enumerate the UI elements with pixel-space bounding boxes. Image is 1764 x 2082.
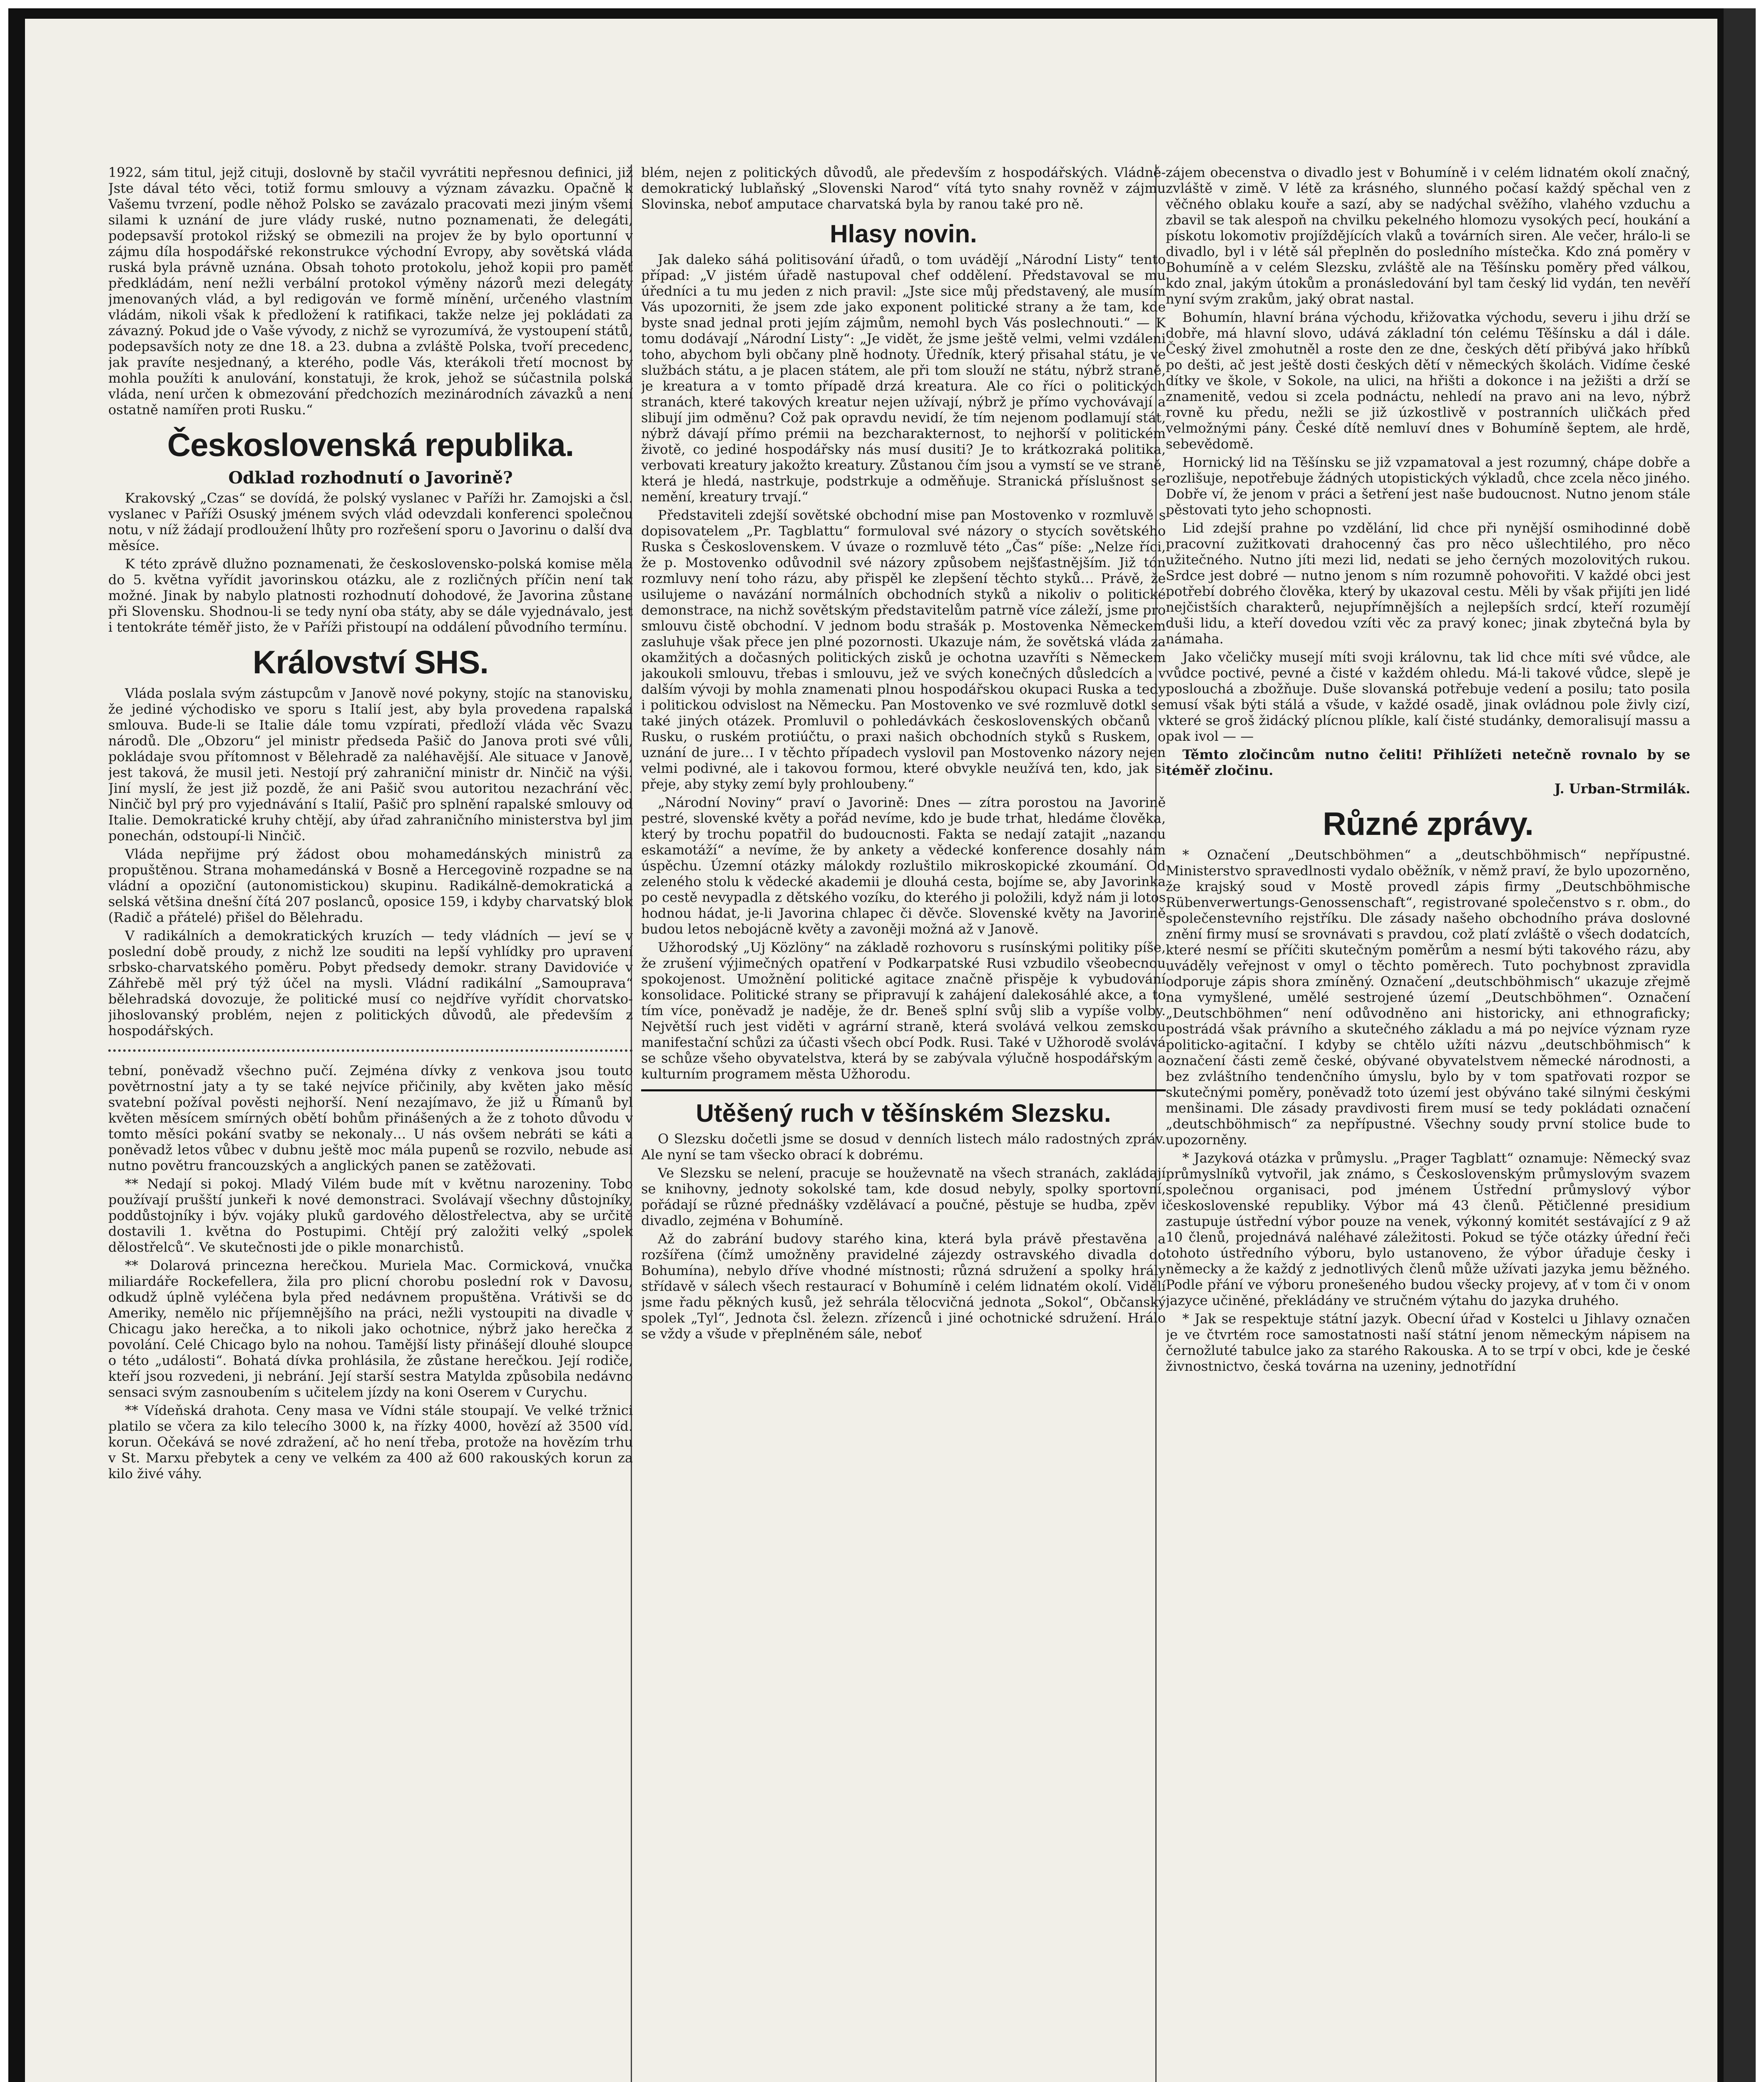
article-text: Vláda nepřijme prý žádost obou mohamedánských ministrů za propuštěnou. Strana mohamedánská v Bosně a Hercegovině rozpadne se na vládní a opoziční (autonomistickou) skupinu. Radikálně-demokratická a selská většina dnešní čítá 207 poslanců, oposice 159, i kdyby charvatský blok (Radič a přátelé) přišel do Bělehradu.	[108, 846, 633, 925]
article-text: O Slezsku dočetli jsme se dosud v denních listech málo radostných zpráv. Ale nyní se tam všecko obrací k dobrému.	[641, 1131, 1166, 1163]
article-text: Lid zdejší prahne po vzdělání, lid chce při nynější osmihodinné době pracovní zužitkovati drahocenný čas pro něco ušlechtilého, pro něco užitečného. Nutno jíti mezi lid, nedati se jeho černých mozolovitých rukou. Srdce jest dobré — nutno jenom s ním rozumně pohovořiti. V každé obci jest potřebí dobrého člověka, který by ukazoval cestu. Měli by však přijíti jen lidé nejčistších charakterů, nejupřímnějších a nejlepších srdcí, kteří rozumějí duši lidu, a kteří dovedou vzíti věc za pravý konec; jinak zbytečná byla by námaha.	[1166, 520, 1690, 647]
article-text: Až do zabrání budovy starého kina, která byla právě přestavěna a rozšířena (čímž umožněny pravidelné zájezdy ostravského divadla do Bohumína), nebylo dříve vhodné místnosti; různá sdružení a spolky hrály střídavě v sálech všech restaurací v Bohumíně i celém lidnatém okolí. Vidělí jsme řadu pěkných kusů, jež sehrála tělocvičná jednota „Sokol“, Občanský spolek „Tyl“, Jednota čsl. železn. zřízenců i jiné ochotnické sdružení. Hrálo se vždy a všude v přeplněném sále, neboť	[641, 1231, 1166, 1342]
section-heading: Království SHS.	[253, 644, 488, 680]
dotted-divider	[108, 1049, 633, 1052]
column-3	[1166, 164, 1690, 2082]
article-text: zájem obecenstva o divadlo jest v Bohumíně i v celém lidnatém okolí značný, zvláště v zimě. V létě za krásného, slunného počasí každý spěchal ven z věčného oblaku kouře a sazí, aby se nadýchal svěžího, vlahého vzduchu a zbavil se tak alespoň na chvilku pekelného hlomozu vysokých pecí, houkání a pískotu lokomotiv projíždějících vlaků a továrních siren. Ale večer, hrálo-li se divadlo, byl i v létě sál přeplněn do posledního místečka. Kdo zná poměry v Bohumíně a v celém Slezsku, zvláště ale na Těšínsku poměry před válkou, kdo znal, jakým útokům a pronásledování byl tam český lid vydán, ten nevěří nyní svým zrakům, jaký obrat nastal.	[1166, 164, 1690, 307]
article-text: K této zprávě dlužno poznamenati, že československo-polská komise měla do 5. května vyřídit javorinskou otázku, ale z rozličných příčin není tak možné. Jinak by nabylo platnosti rozhodnutí dohodové, že Javorina zůstane při Slovensku. Shodnou-li se tedy nyní oba státy, aby se dále vyjednávalo, jest i tentokráte téměř jisto, že v Paříži přistoupí na oddálení původního termínu.	[108, 556, 633, 635]
article-subheading: Odklad rozhodnutí o Javorině?	[228, 468, 513, 488]
section-heading: Utěšený ruch v těšínském Slezsku.	[696, 1099, 1111, 1127]
article-text: * Jak se respektuje státní jazyk. Obecní úřad v Kostelci u Jihlavy označen je ve čtvrtém roce samostatnosti naší státní jenom německým nápisem na černožluté tabulce jako za starého Rakouska. A to se trpí v obci, kde je české živnostnictvo, česká továrna na uzeniny, jednotřídní	[1166, 1311, 1690, 1374]
article-text: Jako včeličky musejí míti svoji královnu, tak lid chce míti své vůdce, ale vůdce poctivé, pevné a čisté v každém ohledu. Má-li takové vůdce, slepě je poslouchá a zbožňuje. Duše slovanská potřebuje vedení a posilu; tato posila musí však býti stálá a všude, v každé osadě, jinak ovládnou pole živly cizí, které se groš židácký plícnou plíkle, kalí čisté studánky, demoralisují massu a pak ivol — —	[1166, 649, 1690, 744]
section-rule	[641, 1089, 1166, 1091]
article-text: tební, poněvadž všechno pučí. Zejména dívky z venkova jsou touto povětrnostní jaty a ty se také nejvíce přičinily, aby květen jako měsíc svatební požíval pověsti nejhorší. Není nezajímavo, že již u Římanů byl květen měsícem smírných obětí bohům přinášených a že z tohoto důvodu v tomto měsíci pokání svatby se nekonaly… U nás ovšem nebráti se káti a poněvadž letos vůbec v dubnu ještě moc mála pupenů se rozvilo, nebude asi nutno povětru francouzských a anglických panen se zatěžovati.	[108, 1063, 633, 1173]
article-text: Jak daleko sáhá politisování úřadů, o tom uvádějí „Národní Listy“ tento případ: „V jistém úřadě nastupoval chef oddělení. Představoval se mu úředníci a tu mu jeden z nich pravil: „Jste sice můj představený, ale musím Vás upozorniti, že jsem zde jako exponent politické strany a že tam, kde byste snad jednal proti jejím zájmům, nemohl bych Vás poslechnouti.“ — K tomu dodávají „Národní Listy“: „Je vidět, že jsme ještě velmi, velmi vzdáleni toho, abychom byli občany plně hodnoty. Úředník, který přisahal státu, je ve službách státu, a je placen státem, ale při tom slouží ne státu, nýbrž straně, je kreatura a v tomto případě drzá kreatura. Ale co říci o politických stranách, které takových kreatur nejen užívají, nýbrž je přímo vychovávají a slibují jim odměnu? Což pak opravdu nevidí, že tím nejenom podlamují stát, nýbrž dávají přímo prémii na bezcharakternost, to nejhorší v politickém životě, co jediné hospodářsky nás musí dusiti? Je to krátkozraká politika, verbovati kreatury jakožto kreatury. Zůstanou čím jsou a vymstí se ve straně, která je hledá, nastrkuje, podstrkuje a odměňuje. Stranická příslušnost se nemění, kreatury trvají.“	[641, 252, 1166, 505]
newspaper-page	[25, 19, 1717, 2082]
article-text: „Národní Noviny“ praví o Javorině: Dnes — zítra porostou na Javorině pestré, slovenské květy a pořád nevíme, kdo je bude trhat, hledáme člověka, který by trochu popatřil do budoucnosti. Fakta se nedají zatajit „nazanou eskamotáží“ a nevíme, že by ankety a vědecké konference dosahly nám úspěchu. Územní otázky málokdy rozluštilo mikroskopické zkoumání. Od zeleného stolu k vědecké akademii je dlouhá cesta, bojíme se, aby Javorinka po cestě nevypadla z dětského vozíku, do kterého ji položili, když nám ji lotos hodnou hádat, je-li Javorina chlapec či děvče. Slovenské květy na Javorině budou letos nebojácně květy a zavoněji možná až v Janově.	[641, 794, 1166, 937]
section-heading: Hlasy novin.	[830, 220, 977, 248]
section-heading: Československá republika.	[167, 426, 574, 463]
section-heading: Různé zprávy.	[1323, 805, 1533, 842]
scan-right-edge	[1724, 8, 1756, 2082]
article-text: ** Nedají si pokoj. Mladý Vilém bude mít v květnu narozeniny. Tobo používají prušští junkeři k nové demonstraci. Svolávají všechny důstojníky, poddůstojníky i býv. vojáky pluků gardového dělostřelectva, aby se určitě dostavili 1. května do Postupimi. Chtějí prý založiti velký „spolek dělostřelců“. Ve skutečnosti jde o pikle monarchistů.	[108, 1176, 633, 1255]
article-text: 1922, sám titul, jejž cituji, doslovně by stačil vyvrátiti nepřesnou definici, již Jste dával této věci, totiž formu smlouvy a význam závazku. Opačně k Vašemu tvrzení, podle něhož Polsko se zavázalo pracovati mezi jiným všemi silami k uznání de jure vlády ruské, nutno poznamenati, že delegáti, podepsavší protokol rižský se obmezili na projev že by bylo oportunní v zájmu díla hospodářské rekonstrukce východní Evropy, aby sovětská vláda ruská byla právně uznána. Obsah tohoto protokolu, jehož kopii pro paměť předkládám, není nežli verbální protokol výměny názorů mezi delegáty jmenovaných vlád, a byl redigován ve formě mínění, určeného vlastním vládám, nikoli však k předložení k ratifikaci, takže nelze jej pokládati za závazný. Pokud jde o Vaše vývody, z nichž se vyrozumívá, že vystoupení států, podepsavších noty ze dne 18. a 23. dubna a zvláště Polska, tvoří precedenc, jak pravíte nesjednaný, a kterého, podle Vás, kterákoli třetí mocnost by mohla použíti k anulování, konstatuji, že krok, jehož se súčastnila polská vláda, není určen k obmezování předchozích mezinárodních závazků a není ostatně namířen proti Rusku.“	[108, 164, 633, 418]
article-text: Užhorodský „Uj Közlöny“ na základě rozhovoru s rusínskými politiky píše, že zrušení výjimečných opatření v Podkarpatské Rusi vzbudilo všeobecnou spokojenost. Umožnění politické agitace značně přispěje k vybudování konsolidace. Politické strany se připravují k zahájení dalekosáhlé akce, a to tím více, poněvadž je naděje, že dr. Beneš splní svůj slib a vypíše volby. Největší ruch jest viděti v agrární straně, která svolává velkou zemskou manifestační schůzi za účasti všech obcí Podk. Rusi. Také v Užhorodě svolává se schůze všeho obyvatelstva, která by se zabývala výlučně hospodářským a kulturním programem města Užhorodu.	[641, 939, 1166, 1082]
column-1	[108, 164, 633, 2082]
article-text: * Jazyková otázka v průmyslu. „Prager Tagblatt“ oznamuje: Německý svaz průmyslníků vytvořil, jak známo, s Československým průmyslovým svazem společnou organisaci, pod jménem Ústřední průmyslový výbor československé republiky. Výbor má 43 členů. Pětičlenné presidium zastupuje ústřední výbor pouze na venek, výkonný komitét sestávající z 9 až 10 členů, projednává naléhavé záležitosti. Pokud se týče otázky úřední řeči tohoto ústředního výboru, bylo ustanoveno, že výbor úřaduje česky i německy a že každý z jednotlivých členů může užívati jazyka jemu běžného. Podle přání ve výboru pronešeného budou všecky projevy, ať v tom či v onom jazyce učiněné, překládány ve stručném výtahu do jazyka druhého.	[1166, 1150, 1690, 1308]
article-text: Těmto zločincům nutno čeliti! Přihlížeti netečně rovnalo by se téměř zločinu.	[1166, 747, 1690, 778]
column-2	[641, 164, 1166, 2082]
article-text: V radikálních a demokratických kruzích — tedy vládních — jeví se v poslední době proudy, z nichž lze souditi na lepší vyhlídky pro upravení srbsko-charvatského poměru. Pobyt předsedy demokr. strany Davidoviće v Záhřebě měl prý týž účel na mysli. Vládní radikální „Samouprava“ bělehradská dovozuje, že politické musí co nejdříve vyřídit chorvatsko-jihoslovanský problém, nejen z politických důvodů, ale především z hospodářských.	[108, 928, 633, 1039]
article-text: ** Dolarová princezna herečkou. Muriela Mac. Cormicková, vnučka miliardáře Rockefellera, žila pro plicní chorobu poslední rok v Davosu, odkudž úplně vyléčena byla před nedávnem propuštěna. Vrátivši se do Ameriky, nemělo nic příjemnějšího na práci, nežli vystoupiti na divadle v Chicagu jako herečka, a to nikoli jako ochotnice, nýbrž jako herečka z povolání. Celé Chicago bylo na nohou. Tamější listy přinášejí dlouhé sloupce o této „události“. Bohatá dívka prohlásila, že zůstane herečkou. Její rodiče, kteří jsou rozvedeni, ji nebrání. Její starší sestra Matylda způsobila nedávno sensaci svým zasnoubením s učitelem jízdy na koni Oserem v Curychu.	[108, 1258, 633, 1400]
article-text: Bohumín, hlavní brána východu, křižovatka východu, severu i jihu drží se dobře, má hlavní slovo, udává základní tón celému Těšínsku a dál i dále. Český živel zmohutněl a roste den ze dne, českých dětí přibývá jako hříbků po dešti, ač jest ještě dosti českých dětí v německých školách. Vidíme české dítky ve škole, v Sokole, na ulici, na hřišti a dokonce i na ježišti a drží se znamenitě, vedou si zcela podnáctu, nehledí na pravo ani na levo, nýbrž rovně ku předu, nežli se již úzkostlivě v postranních uličkách před velmožnými pány. České dítě nemluví dnes v Bohumíně šeptem, ale hrdě, sebevědomě.	[1166, 309, 1690, 452]
author-signature: J. Urban-Strmilák.	[1554, 781, 1690, 797]
article-text: * Označení „Deutschböhmen“ a „deutschböhmisch“ nepřípustné. Ministerstvo spravedlnosti vydalo oběžník, v němž praví, že bylo upozorněno, že krajský soud v Mostě provedl zápis firmy „Deutschböhmische Rübenverwertungs-Genossenschaft“, registrované společenstvo s r. obm., do společenstevního rejstříku. Dle zásady našeho obchodního práva doslovné znění firmy musí se srovnávati s pravdou, což platí zvláště o všech dodatcích, které nesmí se příčiti skutečným poměrům a nesmí býti takového rázu, aby uváděly veřejnost v omyl o těchto poměrech. Tuto pochybnost zpravidla odporuje zápis shora zmíněný. Označení „deutschböhmisch“ ukazuje zřejmě na vymyšlené, umělé sestrojené území „Deutschböhmen“. Označení „Deutschböhmen“ není odůvodněno ani historicky, ani ethnograficky; postrádá však právního a skutečného základu a má po nejvíce význam ryze politicko-agitační. I kdyby se chtělo užíti názvu „deutschböhmisch“ k označení části země české, obývané obyvatelstvem německé národnosti, a bez zvláštního tendenčního úmyslu, bylo by v tom spatřovati rozpor se skutečnými poměry, poněvadž toto území jest obýváno také silnými českými menšinami. Dle zásady pravdivosti firem musí se tedy pokládati označení „deutschböhmisch“ za nepřípustné. Všechny soudy první stolice bude to upozorněny.	[1166, 847, 1690, 1148]
article-text: Ve Slezsku se nelení, pracuje se houževnatě na všech stranách, zakládají se knihovny, jednoty sokolské tam, kde dosud nebyly, spolky sportovní, pořádají se různé přednášky vzdělávací a poučné, pěstuje se hudba, zpěv i divadlo, zejména v Bohumíně.	[641, 1165, 1166, 1228]
article-text: Vláda poslala svým zástupcům v Janově nové pokyny, stojíc na stanovisku, že jediné východisko ve sporu s Italií jest, aby byla provedena rapalská smlouva. Bude-li se Italie dále tomu vzpírati, předloží vláda věc Svazu národů. Dle „Obzoru“ jel ministr předseda Pašič do Janova proti své vůli, pokládaje svou přítomnost v Bělehradě za naléhavější. Ale situace v Janově, jest taková, že musil jeti. Nestojí prý zahraniční ministr dr. Ninčič na výši. Jiní myslí, že jest již pozdě, že ani Pašič svou autoritou nezachrání věc. Ninčič byl prý pro vyjednávání s Italií, Pašič pro splnění rapalské smlouvy od Italie. Demokratické kruhy chtějí, aby úřad zahraničního ministerstva byl jim ponechán, odstoupí-li Ninčič.	[108, 685, 633, 844]
article-text: Krakovský „Czas“ se dovídá, že polský vyslanec v Paříži hr. Zamojski a čsl. vyslanec v Paříži Osuský jménem svých vlád odevzdali konferenci společnou notu, v níž žádají prodloužení lhůty pro rozřešení sporu o Javorinu o další dva měsíce.	[108, 490, 633, 553]
article-text: Hornický lid na Těšínsku se již vzpamatoval a jest rozumný, chápe dobře a rozlišuje, nepotřebuje žádných utopistických výkladů, chce zcela něco jiného. Dobře ví, že jenom v práci a šetření jest naše budoucnost. Nutno jenom stále pěstovati tyto jeho schopnosti.	[1166, 454, 1690, 518]
article-text: Představiteli zdejší sovětské obchodní mise pan Mostovenko v rozmluvě s dopisovatelem „Pr. Tagblattu“ formuloval své názory o stycích sovětského Ruska s Československem. V úvaze o rozmluvě této „Čas“ píše: „Nelze říci, že p. Mostovenko odůvodnil své názory způsobem nejšťastnějším. Již tón rozmluvy není toho rázu, aby přispěl ke zlepšení těchto styků… Právě, že usilujeme o navázání normálních obchodních styků a nikoliv o politické demonstrace, na nichž sovětským představitelům patrně více záleží, jsme pro smlouvu čistě obchodní. V jednom bodu strašák p. Mostovenka Německem zasluhuje však přece jen plné pozornosti. Ukazuje nám, že sovětská vláda za okamžitých a dočasných politických zisků je ochotna uzavříti s Německem jakoukoli smlouvu, třebas i smlouvu, jež ve svých konečných důsledcích a v dalším vývoji by mohla znamenati plnou hospodářskou okupaci Ruska a tedy i politickou odvislost na Německu. Pan Mostovenko ve své rozmluvě dotkl se také jiných otázek. Promluvil o pohledávkách československých občanů v Rusku, o ruském protiúčtu, o praxi našich obchodních styků s Ruskem, o uznání de jure… I v těchto případech vyslovil pan Mostovenko názory nejen velmi podivné, ale i takovou formou, které obvykle neužívá ten, kdo, jak si přeje, aby styky zemí byly prohloubeny.“	[641, 507, 1166, 792]
article-text: ** Vídeňská drahota. Ceny masa ve Vídni stále stoupají. Ve velké tržnici platilo se včera za kilo telecího 3000 k, na řízky 4000, hovězí až 3500 víd. korun. Očekává se nové zdražení, ač ho není třeba, protože na hovězím trhu v St. Marxu přebytek a ceny ve velkém za 400 až 600 rakouských korun za kilo živé váhy.	[108, 1402, 633, 1482]
article-text: blém, nejen z politických důvodů, ale především z hospodářských. Vládně-demokratický lublaňský „Slovenski Narod“ vítá tyto snahy rovněž v zájmu Slovinska, neboť amputace charvatská byla by ranou také pro ně.	[641, 164, 1166, 212]
